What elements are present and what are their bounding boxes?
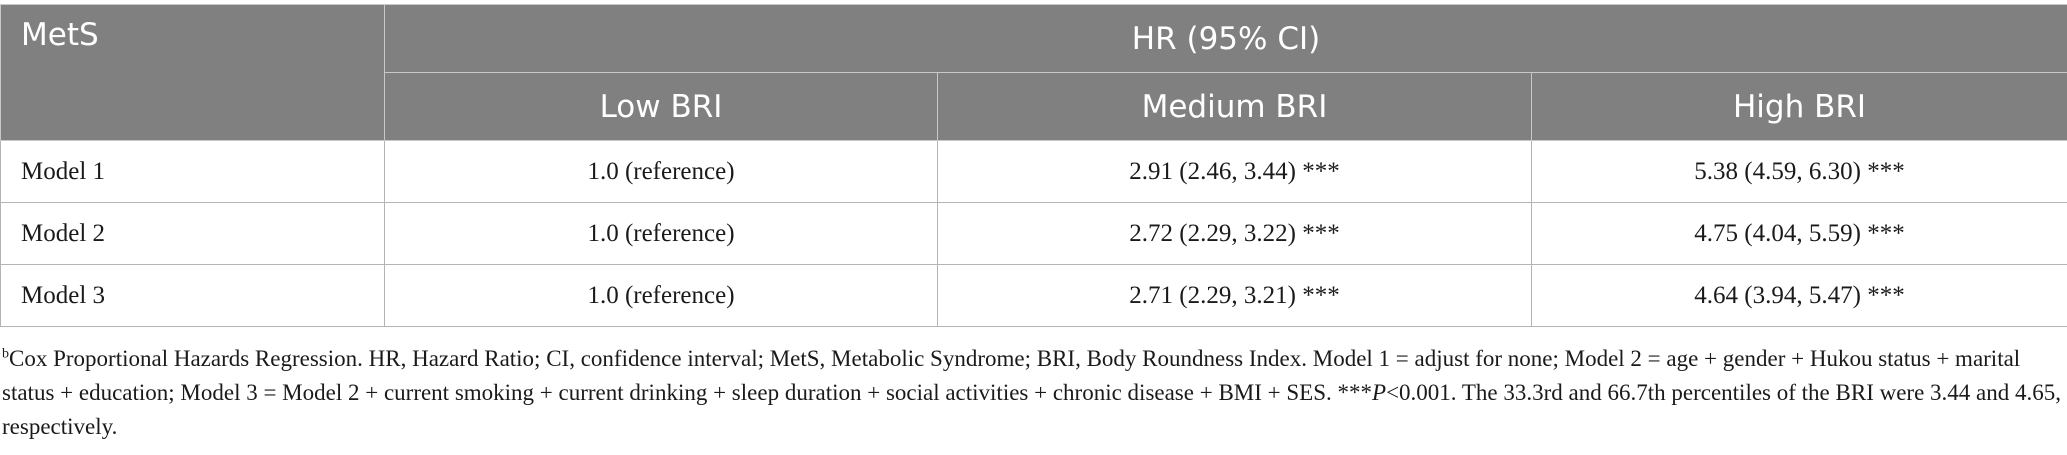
cell-high-bri: 5.38 (4.59, 6.30) *** — [1532, 141, 2067, 203]
footnote-text-part2: <0.001. The 33.3rd and 66.7th percentiles of the BRI were 3.44 and 4.65, respectively. — [2, 380, 2061, 439]
header-medium-bri: Medium BRI — [938, 73, 1532, 141]
hazard-ratio-table — [0, 4, 2067, 327]
header-row-top — [1, 5, 2067, 73]
table-row — [1, 141, 2067, 203]
footnote-marker: b — [2, 346, 9, 362]
row-label: Model 2 — [1, 203, 385, 265]
cell-low-bri: 1.0 (reference) — [385, 265, 938, 327]
header-mets: MetS — [1, 5, 385, 141]
cell-medium-bri: 2.71 (2.29, 3.21) *** — [938, 265, 1532, 327]
header-hr-ci: HR (95% CI) — [385, 5, 2067, 73]
footnote-p-symbol: P — [1372, 380, 1387, 405]
footnote-text-part1: Cox Proportional Hazards Regression. HR, Hazard Ratio; CI, confidence interval; MetS, Metabolic Syndrome; BRI, Body Roundness Index. Model 1 = adjust for none; Model 2 = age + gender + Hukou status + marital status + education; Model 3 = Model 2 + current smoking + current drinking + sleep duration + social activities + chronic disease + BMI + SES. *** — [2, 346, 2021, 405]
cell-low-bri: 1.0 (reference) — [385, 141, 938, 203]
table-row — [1, 265, 2067, 327]
cell-low-bri: 1.0 (reference) — [385, 203, 938, 265]
table-row — [1, 203, 2067, 265]
cell-high-bri: 4.75 (4.04, 5.59) *** — [1532, 203, 2067, 265]
row-label: Model 3 — [1, 265, 385, 327]
cell-high-bri: 4.64 (3.94, 5.47) *** — [1532, 265, 2067, 327]
header-high-bri: High BRI — [1532, 73, 2067, 141]
cell-medium-bri: 2.72 (2.29, 3.22) *** — [938, 203, 1532, 265]
row-label: Model 1 — [1, 141, 385, 203]
cell-medium-bri: 2.91 (2.46, 3.44) *** — [938, 141, 1532, 203]
header-low-bri: Low BRI — [385, 73, 938, 141]
table-footnote — [2, 342, 2062, 444]
